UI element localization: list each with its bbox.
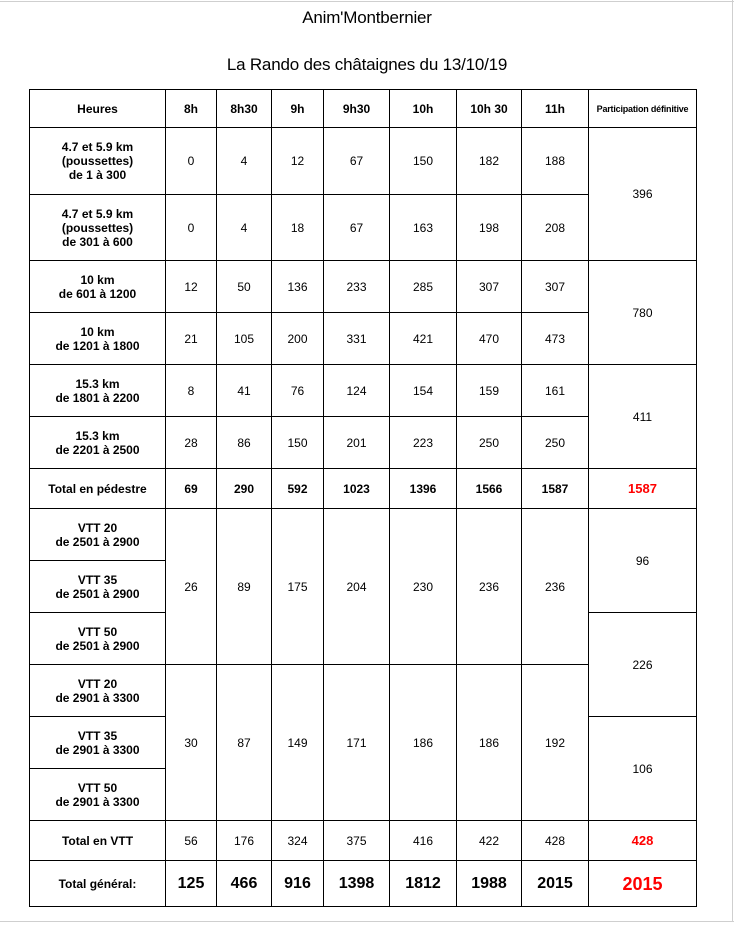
participation-total: 428 <box>589 821 697 861</box>
participation-total: 1587 <box>589 469 697 509</box>
cell-value: 175 <box>272 509 324 665</box>
table-row <box>30 509 697 561</box>
row-label: VTT 50 de 2501 à 2900 <box>30 613 166 665</box>
row-label: 15.3 km de 2201 à 2500 <box>30 417 166 469</box>
cell-value: 1023 <box>324 469 390 509</box>
total-general-row <box>30 861 697 907</box>
cell-value: 1396 <box>390 469 457 509</box>
cell-value: 428 <box>522 821 589 861</box>
header-participation: Participation définitive <box>589 90 697 128</box>
cell-value: 916 <box>272 861 324 907</box>
table-row <box>30 128 697 195</box>
cell-value: 1566 <box>457 469 522 509</box>
cell-value: 163 <box>390 195 457 261</box>
cell-value: 176 <box>217 821 272 861</box>
row-label: 15.3 km de 1801 à 2200 <box>30 365 166 417</box>
cell-value: 69 <box>166 469 217 509</box>
cell-value: 105 <box>217 313 272 365</box>
participation-cell: 226 <box>589 613 697 717</box>
cell-value: 324 <box>272 821 324 861</box>
cell-value: 4 <box>217 128 272 195</box>
total-pedestre-row <box>30 469 697 509</box>
cell-value: 236 <box>457 509 522 665</box>
cell-value: 200 <box>272 313 324 365</box>
cell-value: 192 <box>522 665 589 821</box>
participation-cell: 106 <box>589 717 697 821</box>
cell-value: 186 <box>457 665 522 821</box>
cell-value: 188 <box>522 128 589 195</box>
cell-value: 86 <box>217 417 272 469</box>
participation-cell: 780 <box>589 261 697 365</box>
cell-value: 233 <box>324 261 390 313</box>
cell-value: 470 <box>457 313 522 365</box>
cell-value: 159 <box>457 365 522 417</box>
cell-value: 124 <box>324 365 390 417</box>
cell-value: 12 <box>272 128 324 195</box>
cell-value: 223 <box>390 417 457 469</box>
cell-value: 18 <box>272 195 324 261</box>
cell-value: 375 <box>324 821 390 861</box>
row-label: VTT 35 de 2901 à 3300 <box>30 717 166 769</box>
participation-cell: 396 <box>589 128 697 261</box>
cell-value: 1988 <box>457 861 522 907</box>
document-title: Anim'Montbernier <box>302 8 432 27</box>
row-label: 10 km de 601 à 1200 <box>30 261 166 313</box>
cell-value: 250 <box>457 417 522 469</box>
cell-value: 236 <box>522 509 589 665</box>
header-10h: 10h <box>390 90 457 128</box>
cell-value: 87 <box>217 665 272 821</box>
cell-value: 125 <box>166 861 217 907</box>
total-vtt-row <box>30 821 697 861</box>
participation-table <box>29 89 697 907</box>
cell-value: 230 <box>390 509 457 665</box>
cell-value: 290 <box>217 469 272 509</box>
header-9h: 9h <box>272 90 324 128</box>
header-8h30: 8h30 <box>217 90 272 128</box>
cell-value: 422 <box>457 821 522 861</box>
cell-value: 416 <box>390 821 457 861</box>
cell-value: 186 <box>390 665 457 821</box>
frame-bottom-line <box>0 921 734 922</box>
cell-value: 149 <box>272 665 324 821</box>
cell-value: 76 <box>272 365 324 417</box>
row-label: 4.7 et 5.9 km (poussettes) de 1 à 300 <box>30 128 166 195</box>
cell-value: 0 <box>166 128 217 195</box>
cell-value: 198 <box>457 195 522 261</box>
header-11h: 11h <box>522 90 589 128</box>
frame-top-line <box>0 1 734 2</box>
cell-value: 150 <box>272 417 324 469</box>
cell-value: 89 <box>217 509 272 665</box>
row-label: VTT 50 de 2901 à 3300 <box>30 769 166 821</box>
header-9h30: 9h30 <box>324 90 390 128</box>
cell-value: 307 <box>522 261 589 313</box>
cell-value: 473 <box>522 313 589 365</box>
cell-value: 50 <box>217 261 272 313</box>
table-row <box>30 261 697 313</box>
cell-value: 28 <box>166 417 217 469</box>
cell-value: 1587 <box>522 469 589 509</box>
cell-value: 421 <box>390 313 457 365</box>
cell-value: 30 <box>166 665 217 821</box>
header-8h: 8h <box>166 90 217 128</box>
cell-value: 41 <box>217 365 272 417</box>
cell-value: 26 <box>166 509 217 665</box>
participation-cell: 96 <box>589 509 697 613</box>
cell-value: 2015 <box>522 861 589 907</box>
cell-value: 8 <box>166 365 217 417</box>
document-subtitle: La Rando des châtaignes du 13/10/19 <box>226 55 508 74</box>
row-label: 4.7 et 5.9 km (poussettes) de 301 à 600 <box>30 195 166 261</box>
cell-value: 154 <box>390 365 457 417</box>
cell-value: 1398 <box>324 861 390 907</box>
frame-right-line <box>732 0 733 922</box>
cell-value: 4 <box>217 195 272 261</box>
cell-value: 201 <box>324 417 390 469</box>
cell-value: 67 <box>324 128 390 195</box>
row-label: Total en pédestre <box>30 469 166 509</box>
cell-value: 592 <box>272 469 324 509</box>
row-label: VTT 20 de 2501 à 2900 <box>30 509 166 561</box>
participation-cell: 411 <box>589 365 697 469</box>
row-label: VTT 20 de 2901 à 3300 <box>30 665 166 717</box>
cell-value: 12 <box>166 261 217 313</box>
cell-value: 67 <box>324 195 390 261</box>
row-label: VTT 35 de 2501 à 2900 <box>30 561 166 613</box>
cell-value: 285 <box>390 261 457 313</box>
cell-value: 250 <box>522 417 589 469</box>
row-label: 10 km de 1201 à 1800 <box>30 313 166 365</box>
cell-value: 182 <box>457 128 522 195</box>
row-label: Total en VTT <box>30 821 166 861</box>
cell-value: 150 <box>390 128 457 195</box>
row-label: Total général: <box>30 861 166 907</box>
participation-total: 2015 <box>589 861 697 907</box>
cell-value: 136 <box>272 261 324 313</box>
cell-value: 56 <box>166 821 217 861</box>
table-row <box>30 365 697 417</box>
cell-value: 1812 <box>390 861 457 907</box>
header-10h30: 10h 30 <box>457 90 522 128</box>
header-row <box>30 90 697 128</box>
cell-value: 171 <box>324 665 390 821</box>
cell-value: 0 <box>166 195 217 261</box>
cell-value: 331 <box>324 313 390 365</box>
header-heures: Heures <box>30 90 166 128</box>
cell-value: 204 <box>324 509 390 665</box>
cell-value: 21 <box>166 313 217 365</box>
cell-value: 307 <box>457 261 522 313</box>
cell-value: 208 <box>522 195 589 261</box>
cell-value: 161 <box>522 365 589 417</box>
cell-value: 466 <box>217 861 272 907</box>
